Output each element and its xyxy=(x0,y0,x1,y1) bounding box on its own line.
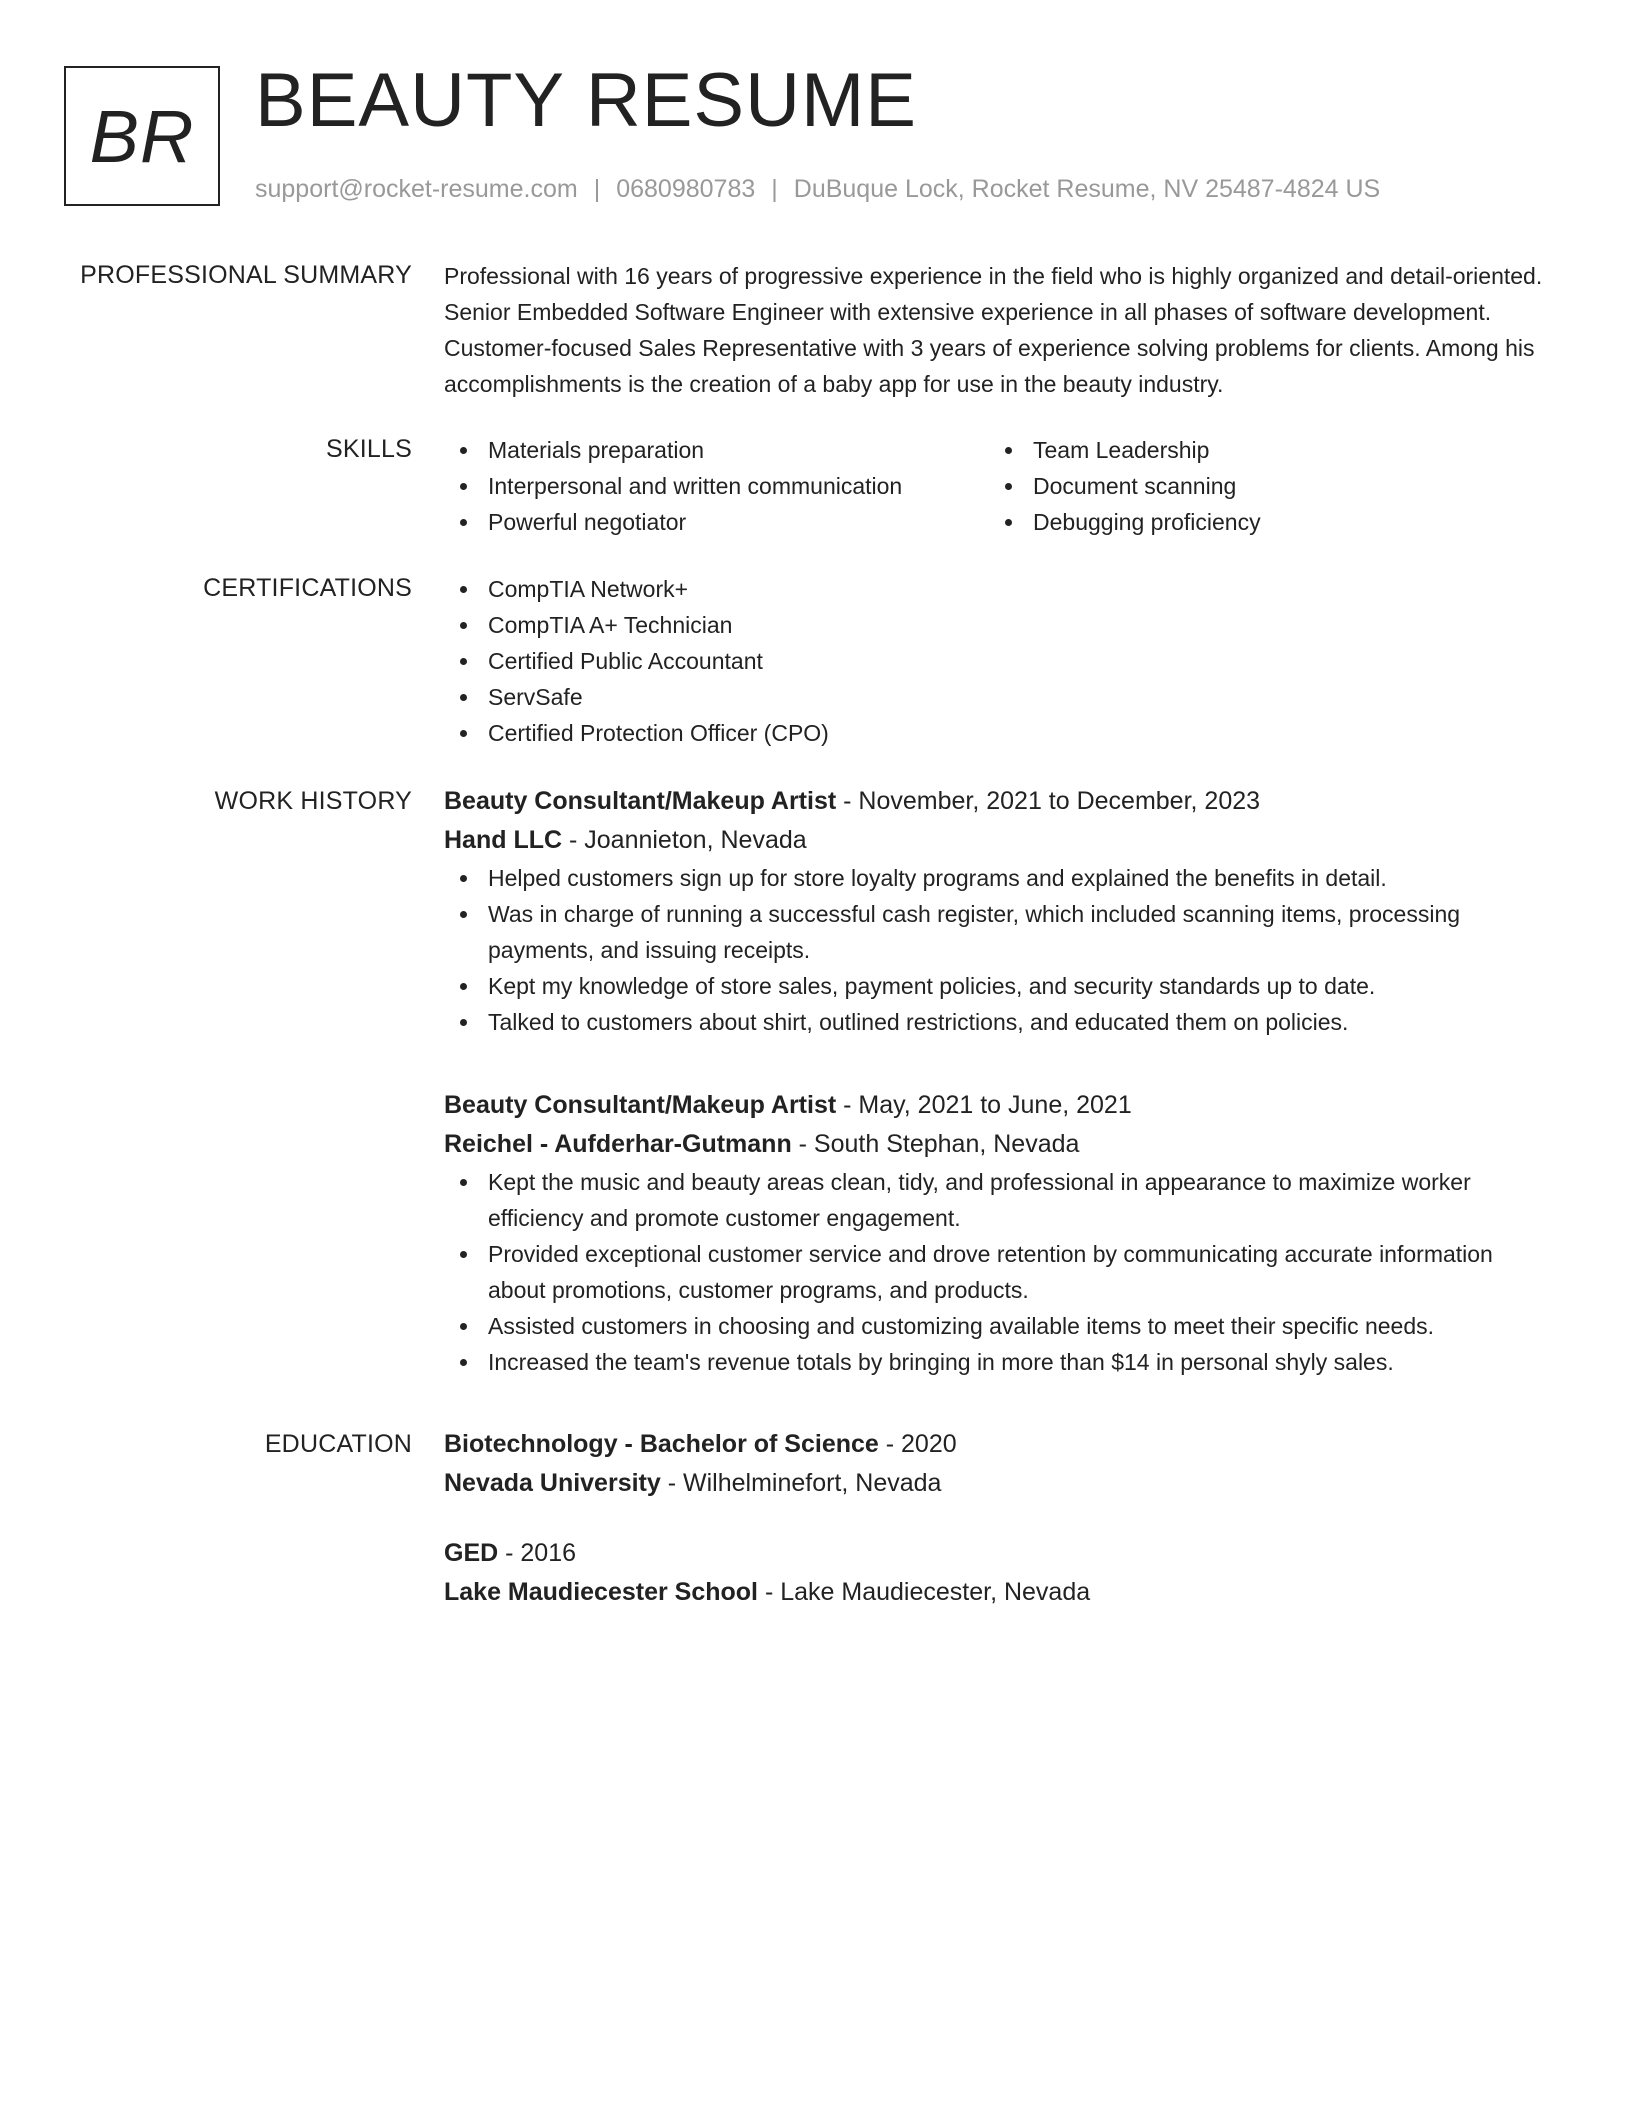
skill-item: Materials preparation xyxy=(444,432,989,468)
job-duties xyxy=(444,1164,1544,1380)
education-entry xyxy=(444,1534,1544,1612)
job-duty: Increased the team's revenue totals by bringing in more than $14 in personal shyly sales. xyxy=(444,1344,1544,1380)
job-location: - Joannieton, Nevada xyxy=(562,826,807,854)
certification-item: CompTIA Network+ xyxy=(444,571,1544,607)
resume-name: BEAUTY RESUME xyxy=(255,58,917,143)
job-duty: Was in charge of running a successful cash register, which included scanning items, processing payments, and issuing receipts. xyxy=(444,896,1544,968)
contact-address: DuBuque Lock, Rocket Resume, NV 25487-4824 US xyxy=(793,175,1381,203)
skill-item: Interpersonal and written communication xyxy=(444,468,989,504)
certification-item: Certified Protection Officer (CPO) xyxy=(444,715,1544,751)
education-school-line xyxy=(444,1572,1544,1612)
education-school-line xyxy=(444,1463,1544,1503)
job-duties xyxy=(444,860,1544,1040)
skills-heading: SKILLS xyxy=(326,435,412,463)
education-year: - 2016 xyxy=(498,1539,577,1567)
skills-column-1 xyxy=(444,432,989,540)
contact-phone: 0680980783 xyxy=(616,175,756,203)
job-company: Hand LLC xyxy=(444,826,563,854)
skill-item: Powerful negotiator xyxy=(444,504,989,540)
education-degree: GED xyxy=(444,1539,499,1567)
education-location: - Wilhelminefort, Nevada xyxy=(660,1469,942,1497)
job-duty: Talked to customers about shirt, outlined restrictions, and educated them on policies. xyxy=(444,1004,1544,1040)
job-entry xyxy=(444,1086,1544,1380)
skill-item: Document scanning xyxy=(989,468,1489,504)
monogram-logo: BR xyxy=(64,66,220,206)
education-school: Nevada University xyxy=(444,1469,661,1497)
certifications-list xyxy=(444,571,1544,751)
contact-separator: | xyxy=(593,175,601,203)
summary-heading: PROFESSIONAL SUMMARY xyxy=(80,261,412,289)
education-degree-line xyxy=(444,1534,1544,1572)
education-school: Lake Maudiecester School xyxy=(444,1578,759,1606)
job-title: Beauty Consultant/Makeup Artist xyxy=(444,787,837,815)
skills-list xyxy=(444,432,1544,540)
contact-separator: | xyxy=(771,175,778,203)
work-history-heading: WORK HISTORY xyxy=(214,787,412,815)
skills-column-2 xyxy=(989,432,1489,540)
certification-item: ServSafe xyxy=(444,679,1544,715)
job-company: Reichel - Aufderhar-Gutmann xyxy=(444,1130,792,1158)
job-duty: Kept the music and beauty areas clean, tidy, and professional in appearance to maximize worker efficiency and promote customer engagement. xyxy=(444,1164,1544,1236)
job-company-line xyxy=(444,820,1544,860)
education-heading: EDUCATION xyxy=(264,1430,412,1458)
contact-email: support@rocket-resume.com xyxy=(255,175,578,203)
job-duty: Provided exceptional customer service and drove retention by communicating accurate information about promotions, customer programs, and products. xyxy=(444,1236,1544,1308)
certifications-heading: CERTIFICATIONS xyxy=(203,574,412,602)
job-title-line xyxy=(444,1086,1544,1124)
job-dates: - May, 2021 to June, 2021 xyxy=(836,1091,1132,1119)
education-year: - 2020 xyxy=(878,1430,957,1458)
education-degree: Biotechnology - Bachelor of Science xyxy=(444,1430,879,1458)
contact-line xyxy=(255,172,1380,206)
job-title: Beauty Consultant/Makeup Artist xyxy=(444,1091,837,1119)
job-title-line xyxy=(444,782,1544,820)
certification-item: CompTIA A+ Technician xyxy=(444,607,1544,643)
skill-item: Debugging proficiency xyxy=(989,504,1489,540)
education-location: - Lake Maudiecester, Nevada xyxy=(758,1578,1091,1606)
certification-item: Certified Public Accountant xyxy=(444,643,1544,679)
job-duty: Assisted customers in choosing and customizing available items to meet their specific needs. xyxy=(444,1308,1544,1344)
summary-text: Professional with 16 years of progressive experience in the field who is highly organized and detail-oriented. Senior Embedded Software Engineer with extensive experience in all phases of software development. Customer-focused Sales Representative with 3 years of experience solving problems for clients. Among his accomplishments is the creation of a baby app for use in the beauty industry. xyxy=(444,263,1543,397)
education-entry xyxy=(444,1425,1544,1503)
job-duty: Kept my knowledge of store sales, payment policies, and security standards up to date. xyxy=(444,968,1544,1004)
job-entry xyxy=(444,782,1544,1040)
job-duty: Helped customers sign up for store loyalty programs and explained the benefits in detail. xyxy=(444,860,1544,896)
job-dates: - November, 2021 to December, 2023 xyxy=(836,787,1261,815)
job-company-line xyxy=(444,1124,1544,1164)
job-location: - South Stephan, Nevada xyxy=(791,1130,1080,1158)
skill-item: Team Leadership xyxy=(989,432,1489,468)
education-degree-line xyxy=(444,1425,1544,1463)
